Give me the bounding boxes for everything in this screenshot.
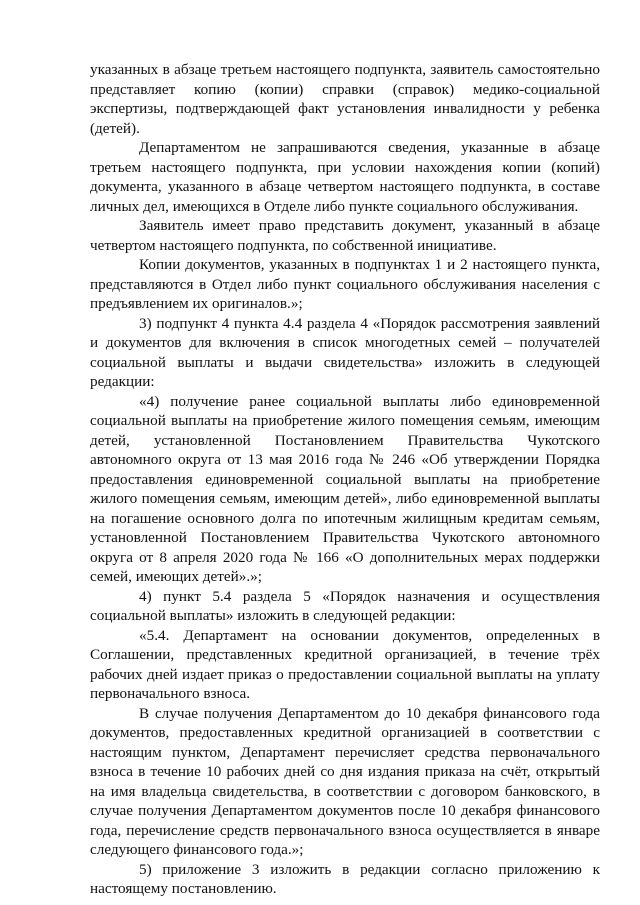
paragraph-continuation: указанных в абзаце третьем настоящего подпункта, заявитель самостоятельно представляет копию (копии) справки (справок) медико-социальной экспертизы, подтверждающей факт установления инвалидности у ребенка (детей). xyxy=(90,61,600,137)
paragraph: Заявитель имеет право представить документ, указанный в абзаце четвертом настоящего подпункта, по собственной инициативе. xyxy=(90,217,600,254)
paragraph: 3) подпункт 4 пункта 4.4 раздела 4 «Порядок рассмотрения заявлений и документов для включения в список многодетных семей – получателей социальной выплаты и выдачи свидетельства» изложить в следующей редакции: xyxy=(90,314,600,390)
paragraph: Департаментом не запрашиваются сведения, указанные в абзаце третьем настоящего подпункта, при условии нахождения копии (копий) документа, указанного в абзаце четвертом настоящего подпункта, в составе личных дел, имеющихся в Отделе либо пункте социального обслуживания. xyxy=(90,139,600,215)
paragraph: «5.4. Департамент на основании документов, определенных в Соглашении, представленных кредитной организацией, в течение трёх рабочих дней издает приказ о предоставлении социальной выплаты на уплату первоначального взноса. xyxy=(90,626,600,702)
paragraph: 5) приложение 3 изложить в редакции согласно приложению к настоящему постановлению. xyxy=(90,860,600,897)
paragraph: «4) получение ранее социальной выплаты либо единовременной социальной выплаты на приобретение жилого помещения семьям, имеющим детей, установленной Постановлением Правительства Чукотского автономного округа от 13 мая 2016 года № 246 «Об утверждении Порядка предоставления единовременной социальной выплаты на приобретение жилого помещения семьям, имеющим детей», либо единовременной выплаты на погашение основного долга по ипотечным жилищным кредитам семьям, установленной Постановлением Правительства Чукотского автономного округа от 8 апреля 2020 года № 166 «О дополнительных мерах поддержки семей, имеющих детей».»; xyxy=(90,392,600,585)
paragraph: В случае получения Департаментом до 10 декабря финансового года документов, предоставленных кредитной организацией в соответствии с настоящим пунктом, Департамент перечисляет средства первоначального взноса в течение 10 рабочих дней со дня издания приказа на счёт, открытый на имя владельца свидетельства, в соответствии с договором банковского, в случае получения Департаментом документов после 10 декабря финансового года, перечисление средств первоначального взноса осуществляется в январе следующего финансового года.»; xyxy=(90,704,600,858)
document-page xyxy=(90,60,600,899)
paragraph: Копии документов, указанных в подпунктах 1 и 2 настоящего пункта, представляются в Отдел либо пункт социального обслуживания населения с предъявлением их оригиналов.»; xyxy=(90,256,600,312)
paragraph: 4) пункт 5.4 раздела 5 «Порядок назначения и осуществления социальной выплаты» изложить в следующей редакции: xyxy=(90,587,600,624)
